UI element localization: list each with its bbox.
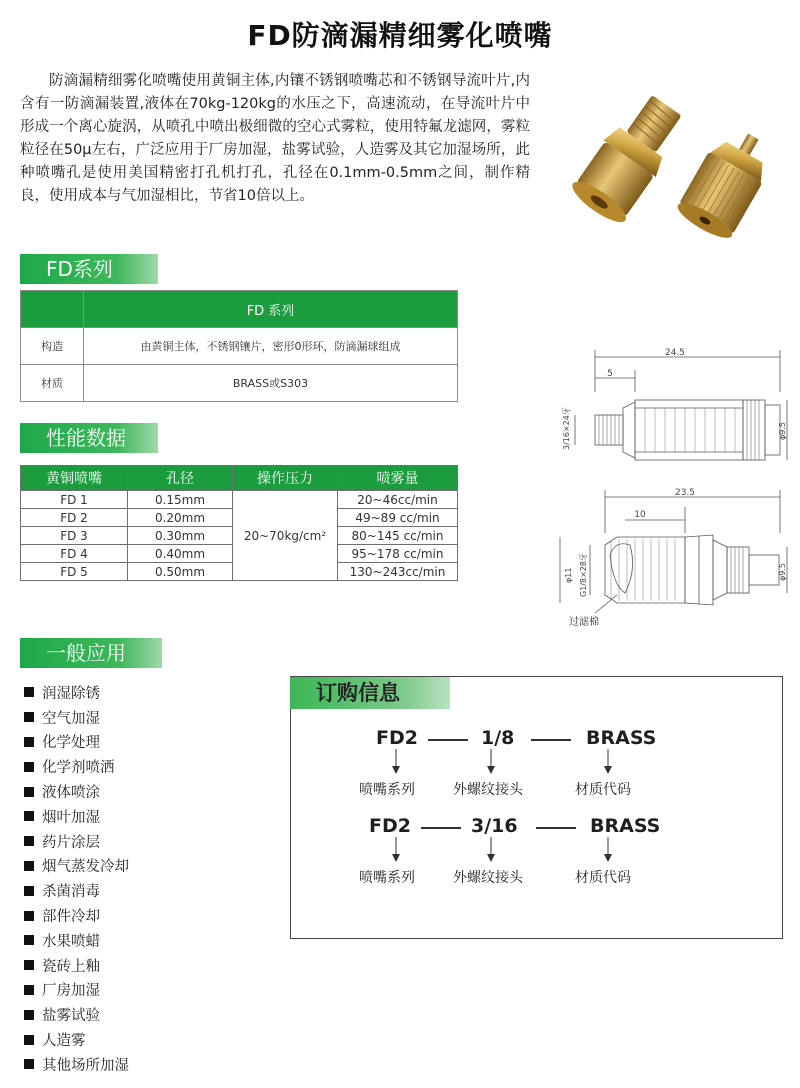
- performance-table: [20, 465, 458, 581]
- list-item: 烟气蒸发冷却: [24, 854, 129, 879]
- order-series-code: FD2: [376, 727, 418, 749]
- bullet-square-icon: [24, 762, 34, 772]
- bullet-square-icon: [24, 911, 34, 921]
- pressure-cell: 20~70kg/cm²: [233, 491, 338, 581]
- list-item: 盐雾试验: [24, 1002, 129, 1027]
- order-arrows: [380, 749, 640, 775]
- fd-series-table: [20, 290, 458, 402]
- list-item: 药片涂层: [24, 829, 129, 854]
- label-thread: 外螺纹接头: [453, 782, 523, 798]
- model-cell: FD 4: [21, 545, 128, 563]
- bullet-square-icon: [24, 737, 34, 747]
- dash-separator: [421, 827, 461, 829]
- bore-cell: 0.30mm: [128, 527, 233, 545]
- flow-cell: 20~46cc/min: [338, 491, 458, 509]
- bullet-square-icon: [24, 960, 34, 970]
- nozzle-product-image: [560, 85, 790, 265]
- row-label: 构造: [21, 328, 84, 365]
- technical-drawing-2: [555, 485, 790, 630]
- list-item: 杀菌消毒: [24, 878, 129, 903]
- label-material: 材质代码: [575, 870, 631, 886]
- col-header: 黄铜喷嘴: [21, 466, 128, 491]
- row-value: BRASS或S303: [84, 365, 458, 402]
- list-item: 烟叶加湿: [24, 804, 129, 829]
- list-item: 润湿除锈: [24, 680, 129, 705]
- technical-drawing-1: [555, 340, 790, 475]
- dim-length: 24.5: [664, 348, 686, 358]
- bullet-square-icon: [24, 886, 34, 896]
- order-material-code: BRASS: [586, 727, 657, 749]
- dim-diameter-left: φ11: [564, 567, 573, 583]
- page-title: FD防滴漏精细雾化喷嘴: [247, 19, 553, 52]
- order-info-box: [290, 676, 783, 939]
- flow-cell: 130~243cc/min: [338, 563, 458, 581]
- list-item: 其他场所加湿: [24, 1052, 129, 1077]
- dim-thread: G1/8×28牙: [579, 553, 588, 597]
- dim-length: 23.5: [674, 488, 696, 498]
- flow-cell: 95~178 cc/min: [338, 545, 458, 563]
- order-series-code: FD2: [369, 815, 411, 837]
- label-material: 材质代码: [575, 782, 631, 798]
- label-series: 喷嘴系列: [359, 782, 415, 798]
- table-header: FD 系列: [84, 291, 458, 328]
- section-heading-performance: 性能数据: [20, 423, 158, 453]
- order-thread-code: 1/8: [481, 727, 515, 749]
- label-series: 喷嘴系列: [359, 870, 415, 886]
- col-header: 孔径: [128, 466, 233, 491]
- bore-cell: 0.20mm: [128, 509, 233, 527]
- section-heading-fd-series: FD系列: [20, 254, 158, 284]
- model-cell: FD 1: [21, 491, 128, 509]
- list-item: 瓷砖上釉: [24, 953, 129, 978]
- dash-separator: [536, 827, 576, 829]
- order-material-code: BRASS: [590, 815, 661, 837]
- dim-thread-length: 5: [607, 369, 613, 379]
- list-item: 厂房加湿: [24, 978, 129, 1003]
- dim-thread-length: 10: [634, 510, 646, 520]
- order-arrows: [380, 837, 640, 863]
- intro-paragraph: 防滴漏精细雾化喷嘴使用黄铜主体,内镶不锈钢喷嘴芯和不锈钢导流叶片,内含有一防滴漏装置,液体在70kg-120kg的水压之下，高速流动，在导流叶片中形成一个离心旋涡，从喷孔中喷出极细微的空心式雾粒，使用特氟龙滤网，雾粒粒径在50μ左右，广泛应用于厂房加湿，盐雾试验，人造雾及其它加湿场所，此种喷嘴孔是使用美国精密打孔机打孔，孔径在0.1mm-0.5mm之间，制作精良，使用成本与气加湿相比，节省10倍以上。: [20, 73, 530, 204]
- dim-diameter: φ9.5: [778, 563, 787, 581]
- bullet-square-icon: [24, 985, 34, 995]
- model-cell: FD 3: [21, 527, 128, 545]
- list-item: 人造雾: [24, 1027, 129, 1052]
- list-item: 部件冷却: [24, 903, 129, 928]
- list-item: 化学处理: [24, 730, 129, 755]
- section-heading-applications: 一般应用: [20, 638, 162, 668]
- bullet-square-icon: [24, 787, 34, 797]
- dash-separator: [428, 739, 468, 741]
- bore-cell: 0.40mm: [128, 545, 233, 563]
- col-header: 操作压力: [233, 466, 338, 491]
- filter-label: 过滤棉: [569, 617, 599, 628]
- flow-cell: 49~89 cc/min: [338, 509, 458, 527]
- order-thread-code: 3/16: [471, 815, 518, 837]
- bullet-square-icon: [24, 836, 34, 846]
- table-corner-cell: [21, 291, 84, 328]
- col-header: 喷雾量: [338, 466, 458, 491]
- list-item: 液体喷涂: [24, 779, 129, 804]
- bullet-square-icon: [24, 712, 34, 722]
- model-cell: FD 2: [21, 509, 128, 527]
- bullet-square-icon: [24, 1059, 34, 1069]
- list-item: 空气加湿: [24, 705, 129, 730]
- dim-thread: 3/16×24牙: [562, 407, 571, 450]
- dash-separator: [531, 739, 571, 741]
- applications-list: [24, 680, 129, 1077]
- list-item: 化学剂喷洒: [24, 754, 129, 779]
- model-cell: FD 5: [21, 563, 128, 581]
- bore-cell: 0.15mm: [128, 491, 233, 509]
- bullet-square-icon: [24, 935, 34, 945]
- bullet-square-icon: [24, 1035, 34, 1045]
- label-thread: 外螺纹接头: [453, 870, 523, 886]
- dim-diameter: φ9.5: [778, 422, 787, 440]
- row-value: 由黄铜主体，不锈钢镶片，密形0形环，防滴漏球组成: [84, 328, 458, 365]
- section-heading-order: 订购信息: [290, 677, 450, 709]
- bullet-square-icon: [24, 687, 34, 697]
- bullet-square-icon: [24, 861, 34, 871]
- bore-cell: 0.50mm: [128, 563, 233, 581]
- row-label: 材质: [21, 365, 84, 402]
- bullet-square-icon: [24, 811, 34, 821]
- flow-cell: 80~145 cc/min: [338, 527, 458, 545]
- list-item: 水果喷蜡: [24, 928, 129, 953]
- bullet-square-icon: [24, 1010, 34, 1020]
